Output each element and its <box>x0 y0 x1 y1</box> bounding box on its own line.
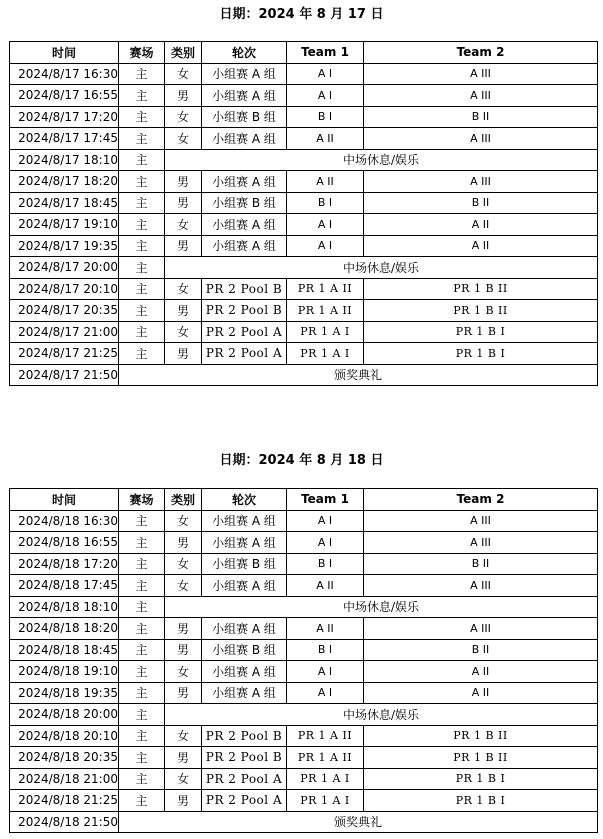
cell-time: 2024/8/17 17:20 <box>10 106 119 128</box>
cell-venue: 主 <box>119 128 165 150</box>
cell-team1: A I <box>287 510 364 532</box>
table-row <box>10 768 598 790</box>
cell-team2: PR 1 B II <box>364 725 598 747</box>
cell-time: 2024/8/17 19:35 <box>10 235 119 257</box>
table-row <box>10 300 598 322</box>
cell-round: PR 2 Pool A <box>202 768 287 790</box>
cell-round: 小组赛 A 组 <box>202 682 287 704</box>
cell-team2: A III <box>364 575 598 597</box>
cell-team2: PR 1 B II <box>364 747 598 769</box>
cell-category: 男 <box>165 618 202 640</box>
table-row <box>10 171 598 193</box>
table-row <box>10 790 598 812</box>
header-category: 类别 <box>165 42 202 64</box>
cell-team1: A I <box>287 532 364 554</box>
cell-team2: A II <box>364 682 598 704</box>
cell-round: PR 2 Pool A <box>202 343 287 365</box>
cell-team2: PR 1 B I <box>364 790 598 812</box>
table-row <box>10 364 598 386</box>
cell-round: PR 2 Pool B <box>202 278 287 300</box>
cell-category: 女 <box>165 63 202 85</box>
cell-event: 中场休息/娱乐 <box>165 596 598 618</box>
cell-venue: 主 <box>119 596 165 618</box>
table-row <box>10 661 598 683</box>
cell-category: 女 <box>165 553 202 575</box>
cell-round: 小组赛 A 组 <box>202 661 287 683</box>
cell-venue: 主 <box>119 214 165 236</box>
cell-venue: 主 <box>119 704 165 726</box>
cell-category: 男 <box>165 682 202 704</box>
cell-time: 2024/8/17 18:45 <box>10 192 119 214</box>
cell-time: 2024/8/17 20:35 <box>10 300 119 322</box>
cell-venue: 主 <box>119 790 165 812</box>
cell-category: 女 <box>165 214 202 236</box>
cell-venue: 主 <box>119 575 165 597</box>
cell-category: 男 <box>165 171 202 193</box>
cell-venue: 主 <box>119 300 165 322</box>
cell-team1: B I <box>287 553 364 575</box>
header-round: 轮次 <box>202 42 287 64</box>
cell-team1: PR 1 A II <box>287 725 364 747</box>
cell-time: 2024/8/18 17:45 <box>10 575 119 597</box>
cell-round: 小组赛 A 组 <box>202 235 287 257</box>
cell-team2: B II <box>364 192 598 214</box>
cell-team1: A I <box>287 661 364 683</box>
header-team1: Team 1 <box>287 489 364 511</box>
cell-team1: PR 1 A II <box>287 747 364 769</box>
cell-time: 2024/8/17 16:55 <box>10 85 119 107</box>
table-row <box>10 553 598 575</box>
cell-category: 女 <box>165 768 202 790</box>
day-title: 日期：2024 年 8 月 18 日 <box>219 453 384 468</box>
table-row <box>10 192 598 214</box>
cell-round: PR 2 Pool B <box>202 725 287 747</box>
schedule-table <box>9 488 598 833</box>
cell-team1: A II <box>287 171 364 193</box>
table-row <box>10 682 598 704</box>
cell-team1: A II <box>287 575 364 597</box>
day-title: 日期：2024 年 8 月 17 日 <box>219 7 384 22</box>
table-row <box>10 639 598 661</box>
header-venue: 赛场 <box>119 489 165 511</box>
cell-round: 小组赛 B 组 <box>202 639 287 661</box>
cell-venue: 主 <box>119 661 165 683</box>
cell-team2: A III <box>364 618 598 640</box>
cell-team1: PR 1 A II <box>287 278 364 300</box>
table-row <box>10 321 598 343</box>
cell-round: 小组赛 A 组 <box>202 214 287 236</box>
table-row <box>10 596 598 618</box>
cell-team2: B II <box>364 106 598 128</box>
cell-time: 2024/8/17 21:00 <box>10 321 119 343</box>
cell-time: 2024/8/18 19:35 <box>10 682 119 704</box>
cell-team1: A I <box>287 63 364 85</box>
cell-time: 2024/8/18 21:50 <box>10 811 119 833</box>
cell-category: 女 <box>165 510 202 532</box>
header-time: 时间 <box>10 489 119 511</box>
cell-team1: A I <box>287 214 364 236</box>
cell-round: PR 2 Pool B <box>202 747 287 769</box>
cell-category: 男 <box>165 300 202 322</box>
cell-team1: PR 1 A II <box>287 300 364 322</box>
table-row <box>10 278 598 300</box>
cell-time: 2024/8/17 18:20 <box>10 171 119 193</box>
table-row <box>10 704 598 726</box>
cell-venue: 主 <box>119 725 165 747</box>
cell-time: 2024/8/17 16:30 <box>10 63 119 85</box>
table-row <box>10 343 598 365</box>
cell-venue: 主 <box>119 768 165 790</box>
cell-round: 小组赛 A 组 <box>202 532 287 554</box>
cell-venue: 主 <box>119 171 165 193</box>
header-category: 类别 <box>165 489 202 511</box>
cell-team2: A II <box>364 214 598 236</box>
cell-round: 小组赛 B 组 <box>202 106 287 128</box>
schedule-table <box>9 41 598 386</box>
cell-category: 男 <box>165 532 202 554</box>
cell-venue: 主 <box>119 85 165 107</box>
cell-team2: A III <box>364 63 598 85</box>
cell-round: 小组赛 A 组 <box>202 618 287 640</box>
cell-time: 2024/8/18 18:20 <box>10 618 119 640</box>
cell-team1: PR 1 A I <box>287 343 364 365</box>
cell-round: 小组赛 A 组 <box>202 510 287 532</box>
cell-round: 小组赛 B 组 <box>202 192 287 214</box>
table-row <box>10 811 598 833</box>
cell-time: 2024/8/18 20:35 <box>10 747 119 769</box>
table-row <box>10 85 598 107</box>
cell-team1: A I <box>287 682 364 704</box>
table-row <box>10 63 598 85</box>
cell-category: 女 <box>165 321 202 343</box>
cell-venue: 主 <box>119 532 165 554</box>
cell-team2: A III <box>364 532 598 554</box>
table-row <box>10 128 598 150</box>
header-team1: Team 1 <box>287 42 364 64</box>
cell-venue: 主 <box>119 278 165 300</box>
header-round: 轮次 <box>202 489 287 511</box>
cell-team2: A III <box>364 171 598 193</box>
cell-team2: PR 1 B I <box>364 343 598 365</box>
cell-venue: 主 <box>119 553 165 575</box>
table-row <box>10 149 598 171</box>
cell-round: 小组赛 A 组 <box>202 575 287 597</box>
cell-round: PR 2 Pool A <box>202 790 287 812</box>
cell-team1: B I <box>287 192 364 214</box>
cell-team2: A II <box>364 661 598 683</box>
cell-team1: PR 1 A I <box>287 321 364 343</box>
cell-category: 女 <box>165 106 202 128</box>
cell-round: PR 2 Pool B <box>202 300 287 322</box>
cell-category: 男 <box>165 790 202 812</box>
cell-team1: A I <box>287 235 364 257</box>
cell-category: 女 <box>165 278 202 300</box>
cell-venue: 主 <box>119 682 165 704</box>
cell-time: 2024/8/18 16:55 <box>10 532 119 554</box>
header-row <box>10 42 598 64</box>
cell-team2: PR 1 B II <box>364 300 598 322</box>
cell-time: 2024/8/18 21:00 <box>10 768 119 790</box>
cell-time: 2024/8/17 19:10 <box>10 214 119 236</box>
cell-venue: 主 <box>119 257 165 279</box>
cell-category: 男 <box>165 343 202 365</box>
cell-team2: B II <box>364 553 598 575</box>
cell-team2: B II <box>364 639 598 661</box>
cell-round: 小组赛 A 组 <box>202 171 287 193</box>
cell-category: 女 <box>165 661 202 683</box>
cell-round: PR 2 Pool A <box>202 321 287 343</box>
cell-time: 2024/8/17 21:50 <box>10 364 119 386</box>
cell-round: 小组赛 A 组 <box>202 85 287 107</box>
cell-team1: A II <box>287 618 364 640</box>
cell-team2: A II <box>364 235 598 257</box>
cell-category: 男 <box>165 235 202 257</box>
cell-time: 2024/8/18 17:20 <box>10 553 119 575</box>
cell-category: 男 <box>165 192 202 214</box>
cell-time: 2024/8/17 20:00 <box>10 257 119 279</box>
table-row <box>10 575 598 597</box>
cell-venue: 主 <box>119 63 165 85</box>
cell-time: 2024/8/18 20:10 <box>10 725 119 747</box>
cell-team2: PR 1 B I <box>364 321 598 343</box>
cell-time: 2024/8/18 16:30 <box>10 510 119 532</box>
cell-venue: 主 <box>119 106 165 128</box>
cell-venue: 主 <box>119 343 165 365</box>
header-time: 时间 <box>10 42 119 64</box>
cell-round: 小组赛 A 组 <box>202 63 287 85</box>
table-row <box>10 235 598 257</box>
cell-time: 2024/8/17 21:25 <box>10 343 119 365</box>
header-team2: Team 2 <box>364 489 598 511</box>
cell-team2: A III <box>364 510 598 532</box>
cell-time: 2024/8/18 18:45 <box>10 639 119 661</box>
cell-venue: 主 <box>119 618 165 640</box>
header-row <box>10 489 598 511</box>
cell-event: 颁奖典礼 <box>119 811 598 833</box>
cell-event: 中场休息/娱乐 <box>165 149 598 171</box>
cell-team2: A III <box>364 128 598 150</box>
cell-round: 小组赛 A 组 <box>202 128 287 150</box>
cell-event: 中场休息/娱乐 <box>165 704 598 726</box>
cell-team1: PR 1 A I <box>287 768 364 790</box>
table-row <box>10 618 598 640</box>
cell-time: 2024/8/18 21:25 <box>10 790 119 812</box>
table-row <box>10 106 598 128</box>
cell-team2: PR 1 B I <box>364 768 598 790</box>
table-row <box>10 257 598 279</box>
cell-team2: A III <box>364 85 598 107</box>
cell-team1: B I <box>287 639 364 661</box>
cell-time: 2024/8/18 19:10 <box>10 661 119 683</box>
cell-time: 2024/8/17 17:45 <box>10 128 119 150</box>
cell-time: 2024/8/17 18:10 <box>10 149 119 171</box>
cell-category: 男 <box>165 85 202 107</box>
cell-time: 2024/8/18 18:10 <box>10 596 119 618</box>
cell-category: 男 <box>165 747 202 769</box>
cell-round: 小组赛 B 组 <box>202 553 287 575</box>
cell-category: 男 <box>165 639 202 661</box>
cell-event: 颁奖典礼 <box>119 364 598 386</box>
cell-venue: 主 <box>119 235 165 257</box>
cell-team1: PR 1 A I <box>287 790 364 812</box>
cell-team2: PR 1 B II <box>364 278 598 300</box>
cell-venue: 主 <box>119 321 165 343</box>
table-row <box>10 747 598 769</box>
header-venue: 赛场 <box>119 42 165 64</box>
cell-time: 2024/8/17 20:10 <box>10 278 119 300</box>
table-row <box>10 532 598 554</box>
header-team2: Team 2 <box>364 42 598 64</box>
cell-event: 中场休息/娱乐 <box>165 257 598 279</box>
cell-venue: 主 <box>119 510 165 532</box>
cell-category: 女 <box>165 575 202 597</box>
cell-team1: B I <box>287 106 364 128</box>
cell-category: 女 <box>165 725 202 747</box>
cell-venue: 主 <box>119 192 165 214</box>
cell-time: 2024/8/18 20:00 <box>10 704 119 726</box>
table-row <box>10 214 598 236</box>
table-row <box>10 510 598 532</box>
cell-venue: 主 <box>119 639 165 661</box>
cell-team1: A I <box>287 85 364 107</box>
cell-category: 女 <box>165 128 202 150</box>
cell-team1: A II <box>287 128 364 150</box>
cell-venue: 主 <box>119 149 165 171</box>
table-row <box>10 725 598 747</box>
cell-venue: 主 <box>119 747 165 769</box>
